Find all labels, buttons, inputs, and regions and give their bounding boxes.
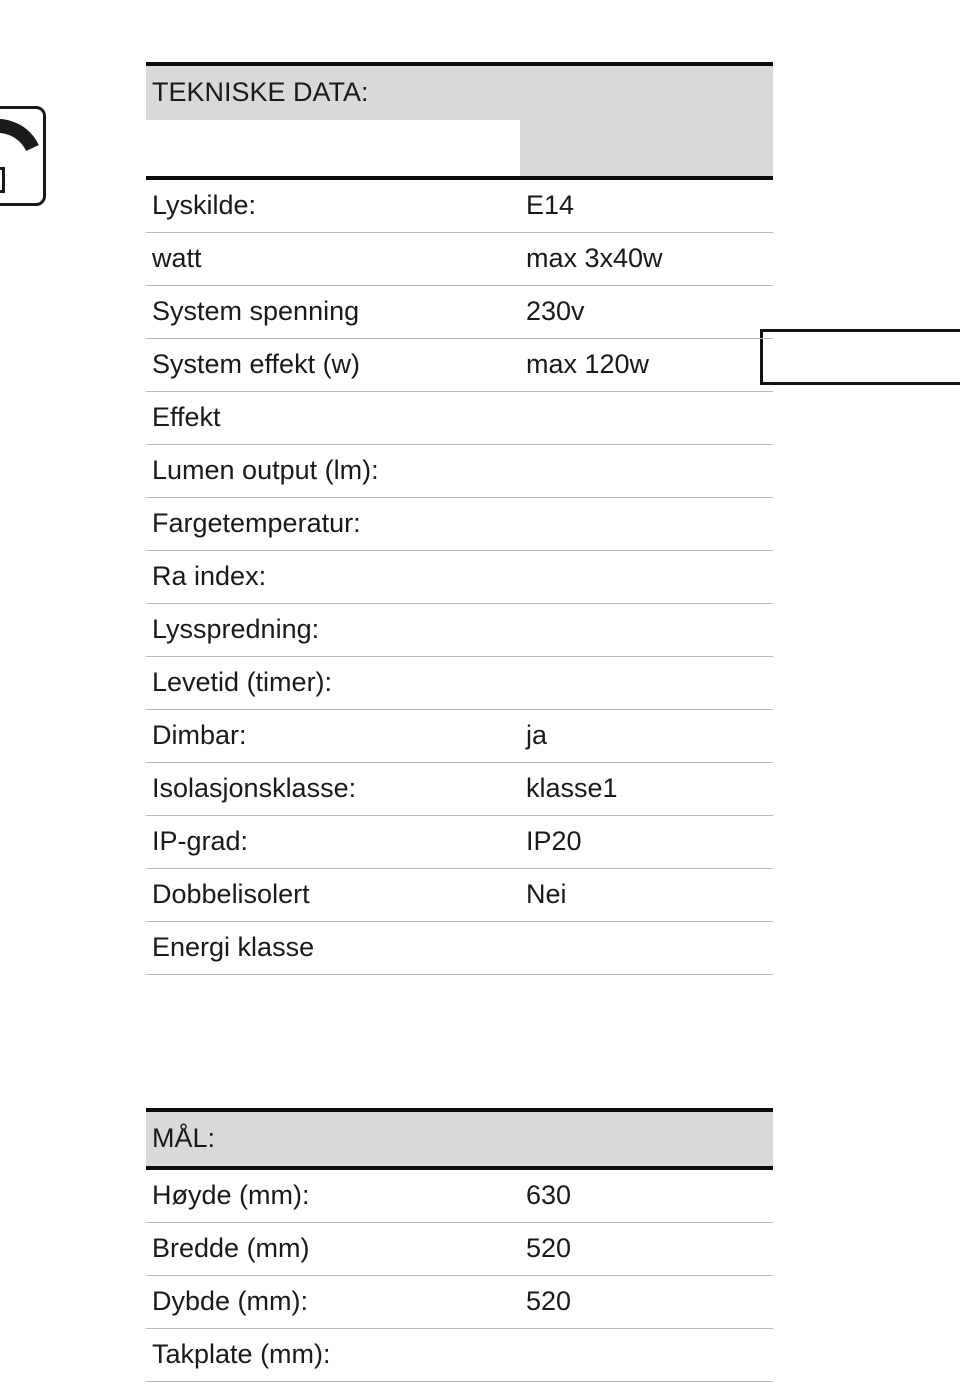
lamp-symbol-icon — [0, 106, 46, 206]
technical-data-table — [146, 62, 773, 975]
table-row — [146, 922, 773, 975]
row-label: Lysspredning: — [146, 604, 520, 657]
table-row — [146, 445, 773, 498]
table-row — [146, 551, 773, 604]
table-row — [146, 233, 773, 286]
row-value — [520, 445, 773, 498]
dimensions-body — [146, 1110, 773, 1382]
table-row — [146, 1223, 773, 1276]
row-label: Lyskilde: — [146, 178, 520, 233]
row-label: Energi klasse — [146, 922, 520, 975]
row-label: IP-grad: — [146, 816, 520, 869]
row-label: System effekt (w) — [146, 339, 520, 392]
row-value — [520, 657, 773, 710]
table-row — [146, 339, 773, 392]
row-value: 520 — [520, 1276, 773, 1329]
dimensions-title-spacer — [520, 1110, 773, 1168]
table-row — [146, 657, 773, 710]
row-value: E14 — [520, 178, 773, 233]
table-row — [146, 869, 773, 922]
lamp-arc-shape — [0, 106, 46, 206]
row-label: Isolasjonsklasse: — [146, 763, 520, 816]
dimensions-table — [146, 1108, 773, 1382]
row-label: Effekt — [146, 392, 520, 445]
technical-data-title-spacer — [520, 64, 773, 120]
row-value — [520, 1329, 773, 1382]
row-label: watt — [146, 233, 520, 286]
row-value — [520, 498, 773, 551]
technical-data-body — [146, 64, 773, 975]
dimensions-title: MÅL: — [146, 1110, 520, 1168]
row-value: IP20 — [520, 816, 773, 869]
row-value: 230v — [520, 286, 773, 339]
technical-data-header-row — [146, 64, 773, 120]
row-value: klasse1 — [520, 763, 773, 816]
technical-data-title: TEKNISKE DATA: — [146, 64, 520, 120]
row-label: Dybde (mm): — [146, 1276, 520, 1329]
row-label: Dobbelisolert — [146, 869, 520, 922]
row-value: Nei — [520, 869, 773, 922]
table-row — [146, 1276, 773, 1329]
table-row — [146, 286, 773, 339]
row-value — [520, 551, 773, 604]
table-row — [146, 178, 773, 233]
row-label: Takplate (mm): — [146, 1329, 520, 1382]
table-row — [146, 392, 773, 445]
row-value: ja — [520, 710, 773, 763]
row-label: Bredde (mm) — [146, 1223, 520, 1276]
dimensions-header-row — [146, 1110, 773, 1168]
row-value: 520 — [520, 1223, 773, 1276]
subheader-label-cell — [146, 120, 520, 178]
subheader-value-cell — [520, 120, 773, 178]
row-value: max 3x40w — [520, 233, 773, 286]
table-row — [146, 604, 773, 657]
row-value — [520, 604, 773, 657]
lamp-base-shape — [0, 167, 5, 193]
table-row — [146, 498, 773, 551]
row-label: Dimbar: — [146, 710, 520, 763]
row-value: max 120w — [520, 339, 773, 392]
row-value: 630 — [520, 1168, 773, 1223]
table-row — [146, 710, 773, 763]
table-row — [146, 1168, 773, 1223]
row-label: Lumen output (lm): — [146, 445, 520, 498]
side-note-box — [760, 329, 960, 385]
row-label: Fargetemperatur: — [146, 498, 520, 551]
row-label: Ra index: — [146, 551, 520, 604]
table-row — [146, 763, 773, 816]
row-value — [520, 392, 773, 445]
table-row — [146, 1329, 773, 1382]
technical-data-subheader-row — [146, 120, 773, 178]
row-value — [520, 922, 773, 975]
table-row — [146, 816, 773, 869]
row-label: System spenning — [146, 286, 520, 339]
row-label: Levetid (timer): — [146, 657, 520, 710]
row-label: Høyde (mm): — [146, 1168, 520, 1223]
